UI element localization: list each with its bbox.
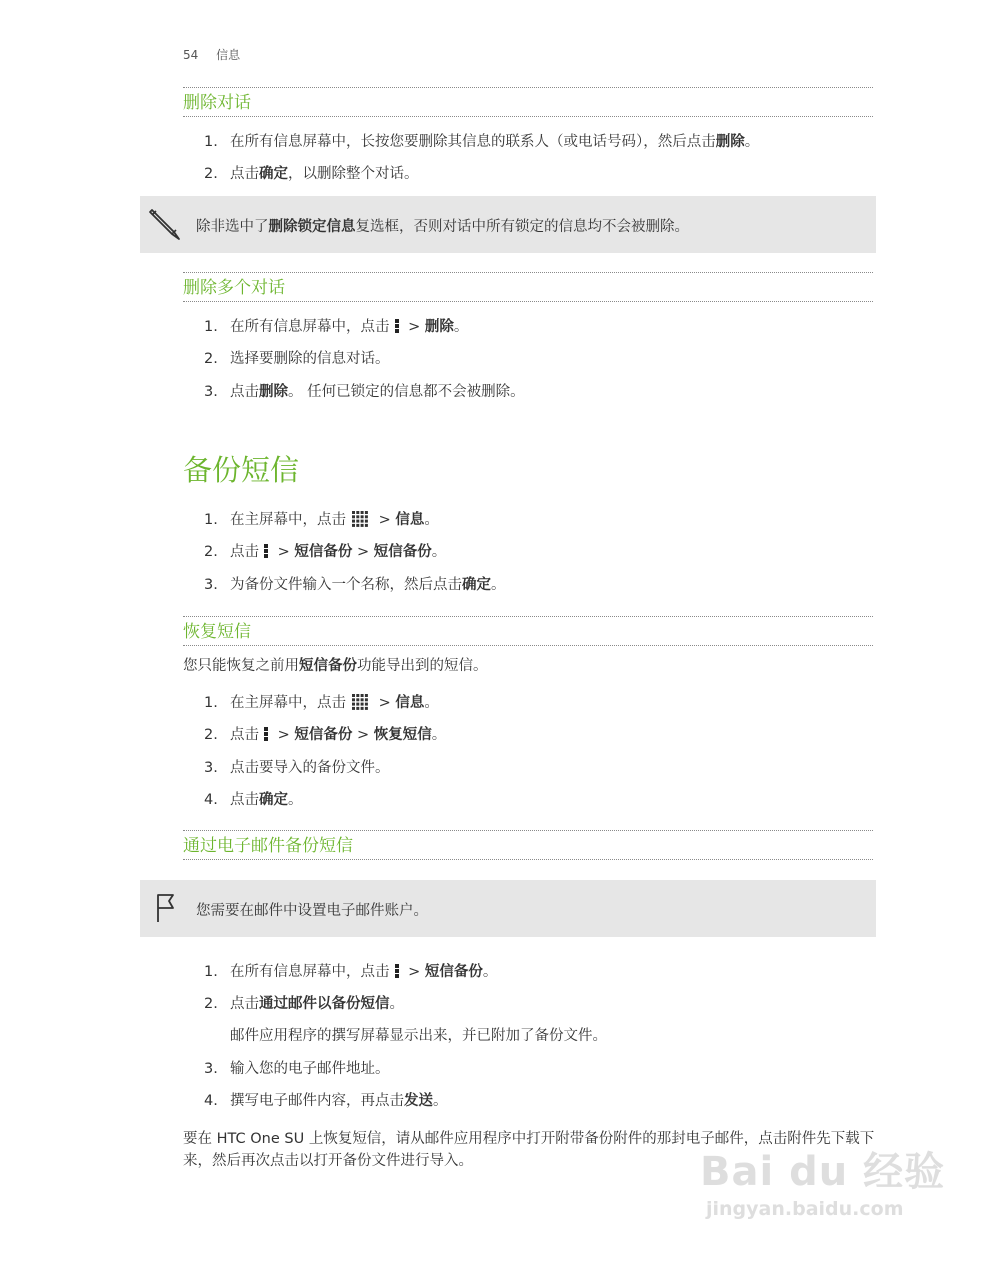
ui-term: 短信备份: [299, 658, 357, 674]
ui-term: 确定: [259, 166, 288, 183]
list-item: 1. 在所有信息屏幕中，长按您要删除其信息的联系人（或电话号码），然后点击删除。: [204, 134, 760, 150]
list-item: 1. 在所有信息屏幕中，点击 > 短信备份。: [204, 964, 498, 980]
list-item: 3. 为备份文件输入一个名称，然后点击确定。: [204, 576, 506, 593]
note-box-email: [140, 880, 876, 937]
pencil-icon: [148, 206, 184, 242]
heading-restore: 恢复短信: [183, 616, 873, 646]
ui-term: 删除: [259, 383, 288, 400]
heading-delete-multiple: 删除多个对话: [183, 272, 873, 302]
list-item: 1. 在主屏幕中，点击 > 信息。: [204, 695, 439, 711]
note-text: 除非选中了删除锁定信息复选框，否则对话中所有锁定的信息均不会被删除。: [196, 219, 689, 235]
ui-term: 短信备份: [294, 544, 353, 561]
baidu-watermark: [700, 1140, 946, 1220]
ui-term: 删除: [715, 134, 745, 150]
list-item: 3. 点击删除。 任何已锁定的信息都不会被删除。: [204, 383, 525, 400]
more-vertical-icon: [263, 543, 269, 559]
ui-term: 通过邮件以备份短信: [259, 996, 390, 1013]
steps-delete-multiple: [204, 317, 872, 402]
list-item: 3. 输入您的电子邮件地址。: [204, 1060, 390, 1077]
flag-icon: [154, 892, 178, 924]
page-header: [183, 46, 254, 63]
steps-backup: [204, 510, 872, 595]
more-vertical-icon: [263, 726, 269, 742]
more-vertical-icon: [394, 318, 400, 334]
list-item: 2. 点击 > 短信备份 > 恢复短信。: [204, 727, 447, 744]
list-item: 4. 撰写电子邮件内容，再点击发送。: [204, 1093, 448, 1110]
ui-term: 确定: [462, 576, 491, 593]
heading-backup: 备份短信: [183, 453, 300, 487]
more-vertical-icon: [394, 963, 400, 979]
page-number: 54: [183, 48, 199, 62]
steps-restore: [204, 693, 872, 810]
list-item: 2. 点击 > 短信备份 > 短信备份。: [204, 544, 447, 561]
email-outro: 要在 HTC One SU 上恢复短信，请从邮件应用程序中打开附带备份附件的那封电子邮件，点击附件先下载下来，然后再次点击以打开备份文件进行导入。: [183, 1131, 875, 1169]
note-text: 您需要在邮件中设置电子邮件账户。: [196, 903, 428, 919]
ui-term: 短信备份: [424, 964, 483, 980]
heading-delete-conversation: 删除对话: [183, 87, 873, 117]
section-name: 信息: [216, 48, 241, 62]
list-item: 2. 点击通过邮件以备份短信。 邮件应用程序的撰写屏幕显示出来，并已附加了备份文件。: [204, 994, 872, 1046]
ui-term: 确定: [259, 792, 288, 809]
ui-term: 短信备份: [373, 544, 432, 561]
list-item: 1. 在所有信息屏幕中，点击 > 删除。: [204, 319, 469, 335]
list-item: 3. 点击要导入的备份文件。: [204, 759, 390, 776]
note-box-locked: [140, 196, 876, 253]
ui-term: 删除锁定信息: [268, 219, 356, 235]
ui-term: 信息: [395, 512, 425, 528]
heading-email-backup: 通过电子邮件备份短信: [183, 830, 873, 860]
apps-grid-icon: [352, 511, 368, 527]
list-item: 4. 点击确定。: [204, 792, 303, 809]
ui-term: 删除: [424, 319, 454, 335]
ui-term: 信息: [395, 695, 425, 711]
list-item: 2. 点击确定，以删除整个对话。: [204, 166, 419, 183]
ui-term: 发送: [404, 1093, 433, 1110]
ui-term: 短信备份: [294, 727, 353, 744]
list-item: 2. 选择要删除的信息对话。: [204, 351, 390, 368]
watermark-url: jingyan.baidu.com: [706, 1198, 904, 1220]
steps-email-backup: [204, 962, 872, 1111]
ui-term: 恢复短信: [373, 727, 432, 744]
list-item: 1. 在主屏幕中，点击 > 信息。: [204, 512, 439, 528]
step-detail: 邮件应用程序的撰写屏幕显示出来，并已附加了备份文件。: [230, 1028, 607, 1045]
watermark-brand: Bai du 经验: [700, 1149, 946, 1195]
steps-delete-conversation: [204, 132, 872, 184]
apps-grid-icon: [352, 694, 368, 710]
restore-intro: 您只能恢复之前用短信备份功能导出到的短信。: [183, 658, 488, 674]
